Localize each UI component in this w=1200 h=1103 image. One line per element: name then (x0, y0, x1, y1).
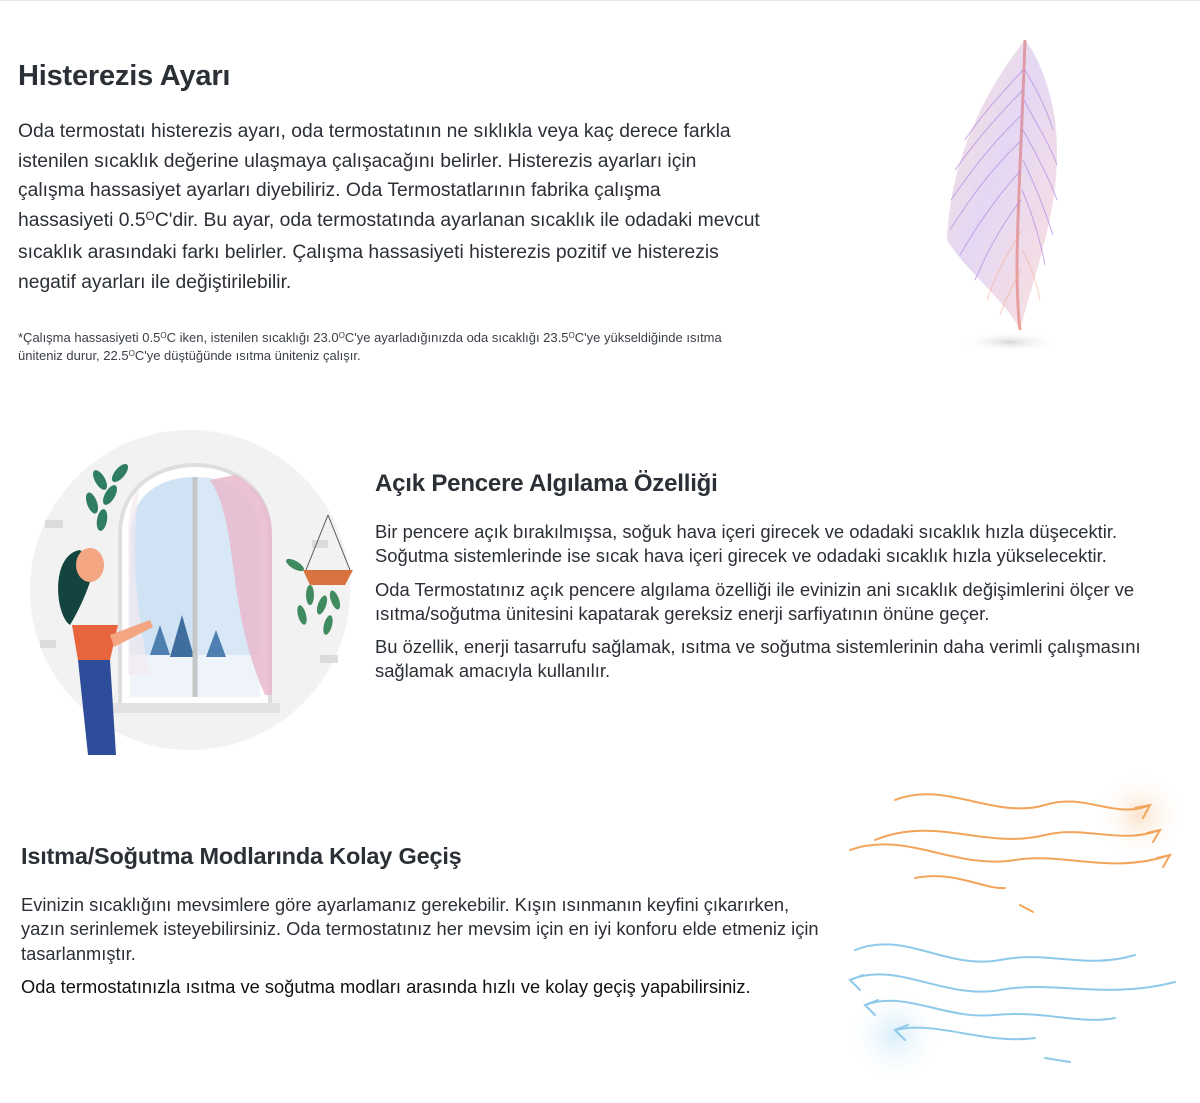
window-paragraph: Bir pencere açık bırakılmışsa, soğuk hava içeri girecek ve odadaki sıcaklık hızla düşecektir. Soğutma sistemlerinde ise sıcak hava içeri girecek ve odadaki sıcaklık hızla yükselecektir. (375, 521, 1118, 567)
window-paragraph: Oda Termostatınız açık pencere algılama özelliği ile evinizin ani sıcaklık değişimlerini ölçer ve ısıtma/soğutma ünitesini kapatarak gereksiz enerji sarfiyatının önüne geçer. (375, 578, 1135, 624)
hysteresis-line-part: hassasiyeti 0.5 (18, 210, 146, 232)
feather-illustration (925, 30, 1075, 360)
footnote-part: C'ye düştüğünde ısıtma üniteniz çalışır. (134, 348, 361, 363)
hysteresis-body (18, 117, 838, 297)
degree-symbol: O (160, 330, 167, 340)
heat-cool-waves-illustration (835, 770, 1195, 1080)
window-detection-title: Açık Pencere Algılama Özelliği (375, 470, 718, 497)
open-window-illustration (10, 425, 360, 755)
modes-paragraph: Oda termostatınızla ısıtma ve soğutma modları arasında hızlı ve kolay geçiş yapabilirsiniz. (21, 976, 751, 998)
hysteresis-title: Histerezis Ayarı (18, 60, 231, 92)
degree-symbol: O (145, 208, 155, 223)
window-paragraph: Bu özellik, enerji tasarrufu sağlamak, ısıtma ve soğutma sistemlerinin daha verimli çalışmasını sağlamak amacıyla kullanılır. (375, 636, 1141, 682)
footnote-part: üniteniz durur, 22.5 (18, 348, 129, 363)
footnote-part: *Çalışma hassasiyeti 0.5 (18, 330, 161, 345)
hysteresis-line: çalışma hassasiyet ayarları diyebiliriz. Oda Termostatlarının fabrika çalışma (18, 180, 661, 202)
top-divider (0, 0, 1200, 1)
hysteresis-line-part: C'dir. Bu ayar, oda termostatında ayarlanan sıcaklık ile odadaki mevcut (154, 210, 760, 232)
modes-title: Isıtma/Soğutma Modlarında Kolay Geçiş (21, 843, 462, 869)
hysteresis-line: negatif ayarları ile değiştirilebilir. (18, 271, 292, 293)
hysteresis-line: sıcaklık arasındaki farkı belirler. Çalışma hassasiyeti histerezis pozitif ve histerezis (18, 241, 719, 263)
window-detection-text (375, 520, 1175, 693)
hysteresis-line: istenilen sıcaklık değerine ulaşmaya çalışacağını belirler. Histerezis ayarları için (18, 150, 697, 172)
modes-paragraph: Evinizin sıcaklığını mevsimlere göre ayarlamanız gerekebilir. Kışın ısınmanın keyfini çıkarırken, yazın serinlemek isteyebilirsiniz. Oda termostatınız her mevsim için en iyi konforu elde etmeniz için tasarlanmıştır. (21, 894, 819, 964)
degree-symbol: O (568, 330, 575, 340)
footnote-part: C iken, istenilen sıcaklığı 23.0 (166, 330, 339, 345)
degree-symbol: O (128, 348, 135, 358)
modes-text (21, 893, 821, 1009)
footnote-part: C'ye ayarladığınızda oda sıcaklığı 23.5 (344, 330, 569, 345)
hysteresis-footnote (18, 330, 818, 366)
footnote-part: C'ye yükseldiğinde ısıtma (574, 330, 722, 345)
hysteresis-line (18, 206, 838, 238)
degree-symbol: O (338, 330, 345, 340)
hysteresis-line: Oda termostatı histerezis ayarı, oda termostatının ne sıklıkla veya kaç derece farkla (18, 121, 731, 142)
